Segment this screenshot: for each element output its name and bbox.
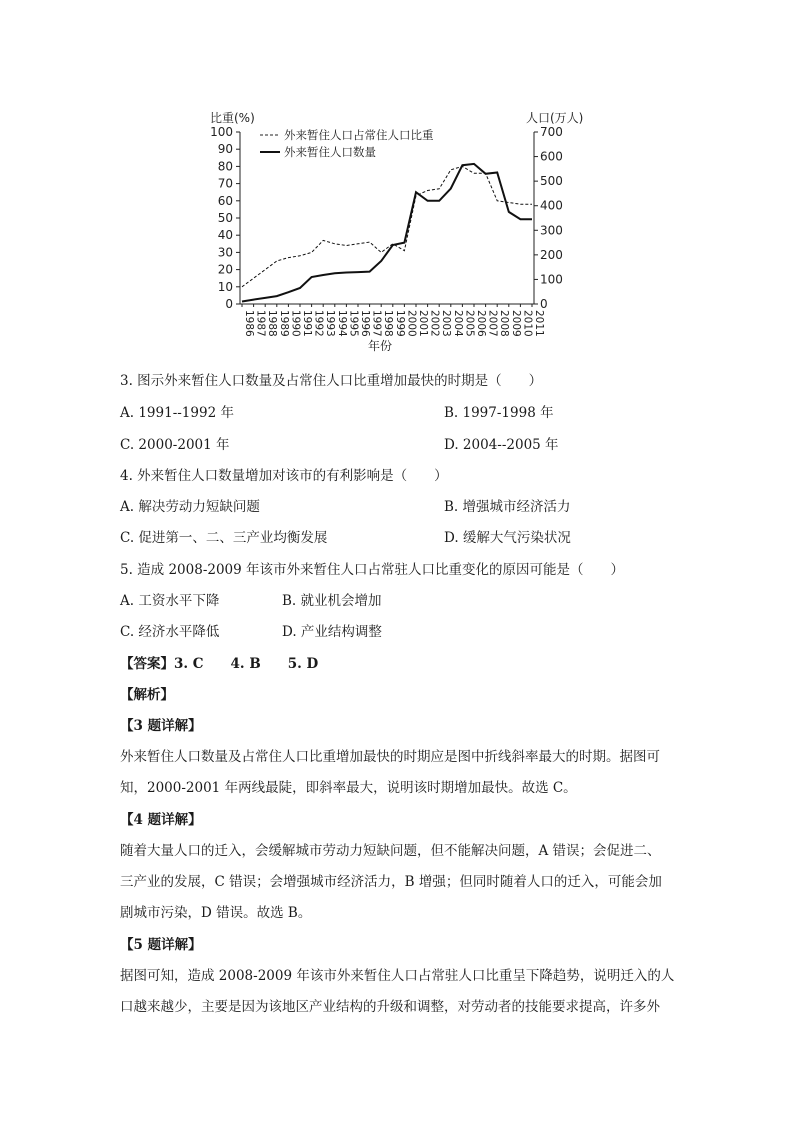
right-tick-label: 500	[540, 174, 563, 189]
answer-line: 【答案】3. C 4. B 5. D	[120, 656, 319, 672]
left-tick-label: 10	[217, 279, 233, 294]
q3-option-c: C. 2000-2001 年	[120, 437, 230, 453]
q4-detail-line: 剧城市污染，D 错误。故选 B。	[120, 905, 312, 921]
x-tick-label: 1995	[347, 310, 360, 337]
left-tick-label: 50	[217, 211, 233, 225]
q3-detail-line: 外来暂住人口数量及占常住人口比重增加最快的时期应是图中折线斜率最大的时期。据图可	[120, 749, 660, 765]
left-axis-label: 比重(%)	[210, 111, 255, 125]
left-tick-label: 100	[210, 125, 233, 139]
x-tick-label: 1994	[335, 310, 348, 337]
q4-option-c: C. 促进第一、二、三产业均衡发展	[120, 530, 328, 546]
q3-detail-line: 知，2000-2001 年两线最陡，即斜率最大，说明该时期增加最快。故选 C。	[120, 780, 577, 796]
x-tick-label: 1997	[370, 310, 383, 337]
chart-legend	[260, 128, 434, 159]
left-tick-label: 90	[217, 142, 233, 157]
analysis-heading: 【解析】	[120, 687, 174, 703]
x-tick-label: 2001	[417, 310, 429, 337]
x-tick-label: 1987	[254, 310, 267, 337]
x-tick-label: 1986	[243, 310, 255, 337]
ratio-series-line	[242, 166, 532, 286]
q5-detail-line: 口越来越少，主要是因为该地区产业结构的升级和调整，对劳动者的技能要求提高，许多外	[120, 999, 660, 1015]
x-axis-label: 年份	[368, 339, 393, 353]
x-tick-label: 1992	[312, 310, 325, 337]
q5-detail-heading: 【5 题详解】	[120, 937, 202, 953]
q4-detail-line: 三产业的发展，C 错误；会增强城市经济活力，B 增强；但同时随着人口的迁入，可能会加	[120, 874, 662, 890]
x-tick-label: 2011	[533, 310, 545, 337]
x-tick-label: 1996	[359, 310, 371, 337]
x-tick-label: 2003	[440, 310, 453, 337]
left-tick-label: 40	[217, 228, 233, 243]
q3-stem: 3. 图示外来暂住人口数量及占常住人口比重增加最快的时期是（ ）	[120, 373, 543, 389]
q4-option-b: B. 增强城市经济活力	[444, 499, 571, 515]
left-tick-label: 20	[217, 262, 233, 277]
right-tick-label: 0	[540, 297, 548, 311]
q5-detail-line: 据图可知，造成 2008-2009 年该市外来暂住人口占常驻人口比重呈下降趋势，说明迁入的人	[120, 968, 675, 984]
q5-option-c: C. 经济水平降低	[120, 624, 220, 640]
x-axis	[240, 304, 545, 337]
q5-option-d: D. 产业结构调整	[282, 624, 382, 640]
left-axis	[210, 125, 240, 311]
left-tick-label: 30	[217, 245, 233, 260]
q4-detail-heading: 【4 题详解】	[120, 812, 202, 828]
x-tick-label: 1993	[324, 310, 337, 337]
q3-option-a: A. 1991--1992 年	[120, 405, 234, 421]
x-tick-label: 2004	[451, 310, 464, 337]
x-tick-label: 1991	[301, 310, 313, 337]
chart-series	[242, 164, 532, 302]
x-tick-label: 2007	[486, 310, 499, 337]
right-tick-label: 700	[540, 125, 563, 139]
right-tick-label: 600	[540, 149, 563, 164]
x-tick-label: 1990	[289, 310, 302, 337]
left-tick-label: 80	[217, 159, 233, 174]
x-tick-label: 2006	[475, 310, 487, 337]
q5-stem: 5. 造成 2008-2009 年该市外来暂住人口占常驻人口比重变化的原因可能是（ ）	[120, 562, 625, 578]
q5-option-a: A. 工资水平下降	[120, 593, 220, 609]
left-tick-label: 70	[217, 176, 233, 191]
x-tick-label: 1989	[277, 310, 290, 337]
q5-option-b: B. 就业机会增加	[282, 593, 382, 609]
q4-option-a: A. 解决劳动力短缺问题	[120, 499, 260, 515]
q3-detail-heading: 【3 题详解】	[120, 718, 202, 734]
x-tick-label: 2010	[521, 310, 534, 337]
x-tick-label: 2002	[428, 310, 441, 337]
x-tick-label: 1988	[266, 310, 279, 337]
x-tick-label: 1999	[393, 310, 406, 337]
q4-option-d: D. 缓解大气污染状况	[444, 530, 571, 546]
right-axis	[534, 125, 563, 311]
count-series-line	[242, 164, 532, 302]
right-tick-label: 200	[540, 247, 563, 262]
q4-stem: 4. 外来暂住人口数量增加对该市的有利影响是（ ）	[120, 468, 448, 484]
right-tick-label: 100	[540, 272, 563, 287]
right-tick-label: 300	[540, 223, 563, 238]
q3-option-b: B. 1997-1998 年	[444, 405, 554, 421]
q3-option-d: D. 2004--2005 年	[444, 437, 559, 453]
left-tick-label: 60	[217, 193, 233, 208]
x-tick-label: 1998	[382, 310, 395, 337]
population-chart	[196, 100, 596, 360]
x-tick-label: 2005	[463, 310, 476, 337]
x-tick-label: 2000	[405, 310, 418, 337]
right-axis-label: 人口(万人)	[526, 111, 584, 125]
x-tick-label: 2008	[498, 310, 511, 337]
right-tick-label: 400	[540, 198, 563, 213]
legend-label-ratio: 外来暂住人口占常住人口比重	[284, 128, 434, 142]
legend-label-count: 外来暂住人口数量	[284, 145, 376, 159]
left-tick-label: 0	[225, 297, 233, 311]
x-tick-label: 2009	[509, 310, 522, 337]
q4-detail-line: 随着大量人口的迁入，会缓解城市劳动力短缺问题，但不能解决问题，A 错误；会促进二、	[120, 843, 661, 859]
